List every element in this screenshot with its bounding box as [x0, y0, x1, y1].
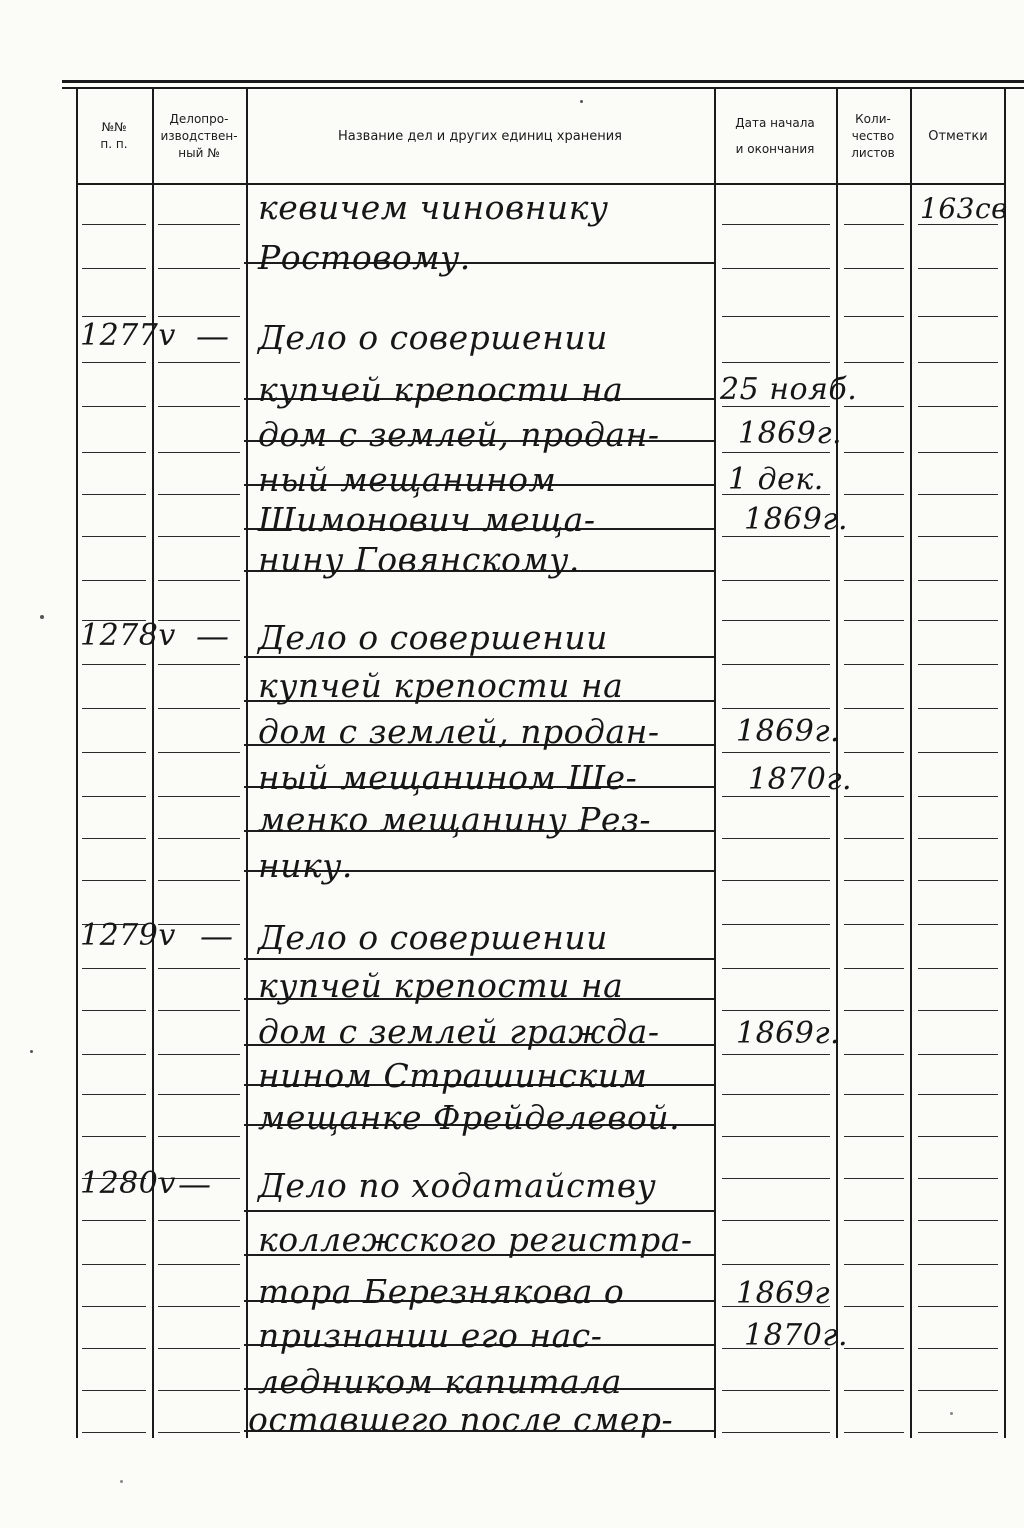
ruled-row-line [722, 1432, 830, 1433]
entry-line: признании его нас- [258, 1316, 603, 1355]
header-notes: Отметки [928, 128, 988, 144]
ruled-row-line [844, 1178, 904, 1179]
scan-speck [950, 1412, 953, 1415]
ruled-row-line [82, 1010, 146, 1011]
entry-line: дом с землей, продан- [258, 712, 660, 751]
ruled-row-line [158, 838, 240, 839]
ruled-row-line [82, 968, 146, 969]
ruled-row-line [844, 752, 904, 753]
entry-line: ный мещанином [258, 460, 557, 499]
ruled-row-line [82, 224, 146, 225]
ruled-row-line [844, 362, 904, 363]
ruled-row-line [918, 494, 998, 495]
entry-line: нину Говянскому. [258, 540, 580, 579]
ruled-row-line [158, 968, 240, 969]
ruled-row-line [82, 1390, 146, 1391]
entry-line: дом с землей гражда- [258, 1012, 660, 1051]
ruled-row-line [82, 1136, 146, 1137]
entry-date: 1869г. [744, 502, 849, 537]
ruled-row-line [82, 1432, 146, 1433]
entry-line: Шимонович меща- [258, 500, 596, 539]
entry-date: 1869г [736, 1276, 831, 1311]
ruled-row-line [918, 1390, 998, 1391]
ruled-row-line [844, 924, 904, 925]
ruled-row-line [844, 880, 904, 881]
ruled-row-line [918, 1094, 998, 1095]
ruled-row-line [158, 536, 240, 537]
ruled-row-line [82, 1264, 146, 1265]
ruled-row-line [918, 406, 998, 407]
ruled-row-line [844, 1348, 904, 1349]
ruled-row-line [722, 968, 830, 969]
ruled-row-line [82, 796, 146, 797]
ruled-row-line [158, 1306, 240, 1307]
ruled-row-line [82, 494, 146, 495]
ruled-row-line [918, 1306, 998, 1307]
entry-date: 25 нояб. [720, 372, 858, 407]
ruled-row-line [158, 494, 240, 495]
ruled-row-line [918, 620, 998, 621]
ruled-row-line [158, 880, 240, 881]
ruled-row-line [844, 452, 904, 453]
title-underline [244, 1210, 714, 1212]
ruled-row-line [158, 664, 240, 665]
ruled-row-line [82, 1306, 146, 1307]
ruled-row-line [844, 968, 904, 969]
ruled-row-line [844, 1054, 904, 1055]
entry-date: 1869г. [738, 416, 843, 451]
ruled-row-line [918, 838, 998, 839]
ruled-row-line [82, 406, 146, 407]
ruled-row-line [722, 1010, 830, 1011]
ruled-row-line [82, 708, 146, 709]
top-rule-thin [62, 87, 1024, 89]
continuation-line: кевичем чиновнику [258, 188, 609, 227]
ruled-row-line [844, 494, 904, 495]
ruled-row-line [722, 268, 830, 269]
ruled-row-line [82, 838, 146, 839]
ruled-row-line [918, 1178, 998, 1179]
ruled-row-line [722, 1054, 830, 1055]
entry-number: 1280v [80, 1166, 176, 1201]
ruled-row-line [158, 452, 240, 453]
ruled-row-line [82, 362, 146, 363]
entry-line: Дело по ходатайству [258, 1166, 657, 1205]
ruled-row-line [158, 1054, 240, 1055]
ruled-row-line [844, 796, 904, 797]
ruled-row-line [158, 708, 240, 709]
ruled-row-line [722, 316, 830, 317]
top-rule [62, 80, 1024, 83]
ruled-row-line [918, 924, 998, 925]
ruled-row-line [82, 268, 146, 269]
entry-dash: — [200, 916, 234, 955]
entry-line: дом с землей, продан- [258, 415, 660, 454]
ruled-row-line [722, 708, 830, 709]
entry-line: купчей крепости на [258, 370, 624, 409]
ruled-row-line [82, 1094, 146, 1095]
ruled-row-line [722, 1136, 830, 1137]
ruled-row-line [158, 1136, 240, 1137]
ruled-row-line [158, 1390, 240, 1391]
ruled-row-line [844, 224, 904, 225]
header-bottom-rule [76, 183, 1006, 185]
ruled-row-line [918, 880, 998, 881]
ruled-row-line [722, 1178, 830, 1179]
ruled-row-line [82, 580, 146, 581]
entry-line: нином Страшинским [258, 1056, 648, 1095]
ruled-row-line [158, 224, 240, 225]
ruled-row-line [844, 268, 904, 269]
entry-number: 1278v [80, 618, 176, 653]
ruled-row-line [158, 1348, 240, 1349]
ruled-row-line [844, 1264, 904, 1265]
entry-line: Дело о совершении [258, 918, 608, 957]
ruled-row-line [82, 1220, 146, 1221]
ruled-row-line [918, 796, 998, 797]
ruled-row-line [918, 1010, 998, 1011]
ruled-row-line [158, 752, 240, 753]
ruled-row-line [918, 452, 998, 453]
ruled-row-line [722, 224, 830, 225]
ruled-row-line [158, 268, 240, 269]
ruled-row-line [844, 1094, 904, 1095]
entry-dash: — [196, 616, 230, 655]
ruled-row-line [844, 580, 904, 581]
entry-line: нику. [258, 846, 353, 885]
ruled-row-line [918, 316, 998, 317]
entry-date: 1 дек. [728, 462, 824, 497]
ruled-row-line [722, 1220, 830, 1221]
ruled-row-line [918, 1264, 998, 1265]
column-line-office [246, 88, 248, 1438]
ruled-row-line [722, 880, 830, 881]
header-sheets: Коли- чество листов [851, 111, 895, 160]
entry-line: купчей крепости на [258, 966, 624, 1005]
ruled-row-line [844, 664, 904, 665]
entry-date: 1870г. [744, 1318, 849, 1353]
ruled-row-line [918, 536, 998, 537]
ruled-row-line [722, 1390, 830, 1391]
continuation-note: 163св [920, 192, 1008, 225]
ruled-row-line [844, 1390, 904, 1391]
ruled-row-line [844, 1010, 904, 1011]
entry-line: ледником капитала [258, 1362, 622, 1401]
header-number: №№ п. п. [100, 120, 128, 151]
title-underline [244, 958, 714, 960]
ruled-row-line [844, 1432, 904, 1433]
column-line-right [1004, 88, 1006, 1438]
ruled-row-line [918, 708, 998, 709]
ruled-row-line [844, 620, 904, 621]
entry-line: Дело о совершении [258, 618, 608, 657]
ruled-row-line [158, 362, 240, 363]
ruled-row-line [844, 536, 904, 537]
ruled-row-line [158, 580, 240, 581]
ruled-row-line [844, 1136, 904, 1137]
ruled-row-line [82, 1054, 146, 1055]
entry-date: 1869г. [736, 714, 841, 749]
ruled-row-line [158, 1432, 240, 1433]
entry-date: 1870г. [748, 762, 853, 797]
ruled-row-line [918, 1136, 998, 1137]
column-line-num [152, 88, 154, 1438]
ruled-row-line [158, 1094, 240, 1095]
ruled-row-line [82, 1348, 146, 1349]
ruled-row-line [918, 664, 998, 665]
entry-line: ный мещанином Ше- [258, 758, 638, 797]
header-dates: Дата начала и окончания [735, 116, 815, 156]
scan-speck [120, 1480, 123, 1483]
ruled-row-line [918, 752, 998, 753]
ruled-row-line [722, 752, 830, 753]
ruled-row-line [918, 1220, 998, 1221]
ruled-row-line [918, 580, 998, 581]
column-line-title [714, 88, 716, 1438]
ruled-row-line [844, 838, 904, 839]
scan-speck [40, 615, 44, 619]
ruled-row-line [82, 316, 146, 317]
ruled-row-line [844, 708, 904, 709]
ruled-row-line [918, 268, 998, 269]
entry-line: менко мещанину Рез- [258, 800, 652, 839]
column-line-sheets [910, 88, 912, 1438]
ruled-row-line [158, 1010, 240, 1011]
scan-speck [30, 1050, 33, 1053]
ruled-row-line [82, 452, 146, 453]
ruled-row-line [722, 838, 830, 839]
ruled-row-line [158, 796, 240, 797]
ruled-row-line [158, 1220, 240, 1221]
ruled-row-line [722, 1094, 830, 1095]
ruled-row-line [918, 968, 998, 969]
ruled-row-line [844, 1306, 904, 1307]
ruled-row-line [82, 536, 146, 537]
ruled-row-line [722, 580, 830, 581]
continuation-line: Ростовому. [258, 238, 471, 277]
scan-speck [580, 100, 583, 103]
entry-line: купчей крепости на [258, 666, 624, 705]
ruled-row-line [918, 1432, 998, 1433]
ruled-row-line [844, 1220, 904, 1221]
entry-line: оставшего после смер- [248, 1400, 674, 1439]
ruled-row-line [918, 1054, 998, 1055]
ruled-row-line [158, 406, 240, 407]
header-office-number: Делопро- изводствен- ный № [160, 111, 238, 160]
header-title: Название дел и других единиц хранения [338, 128, 622, 144]
ruled-row-line [722, 924, 830, 925]
ruled-row-line [722, 620, 830, 621]
ruled-row-line [82, 664, 146, 665]
ruled-row-line [722, 362, 830, 363]
entry-line: Дело о совершении [258, 318, 608, 357]
ruled-row-line [82, 880, 146, 881]
entry-date: 1869г. [736, 1016, 841, 1051]
entry-number: 1279v [80, 918, 176, 953]
ruled-row-line [918, 362, 998, 363]
entry-dash: — [196, 316, 230, 355]
ruled-row-line [844, 316, 904, 317]
ruled-row-line [722, 664, 830, 665]
ruled-row-line [918, 1348, 998, 1349]
column-line-left [76, 88, 78, 1438]
entry-line: мещанке Фрейделевой. [258, 1098, 681, 1137]
entry-line: тора Березнякова о [258, 1272, 625, 1311]
ruled-row-line [722, 452, 830, 453]
ruled-row-line [82, 752, 146, 753]
entry-line: коллежского регистра- [258, 1220, 693, 1259]
entry-dash: — [178, 1164, 212, 1203]
ruled-row-line [158, 1264, 240, 1265]
entry-number: 1277v [80, 318, 176, 353]
ruled-row-line [722, 1264, 830, 1265]
